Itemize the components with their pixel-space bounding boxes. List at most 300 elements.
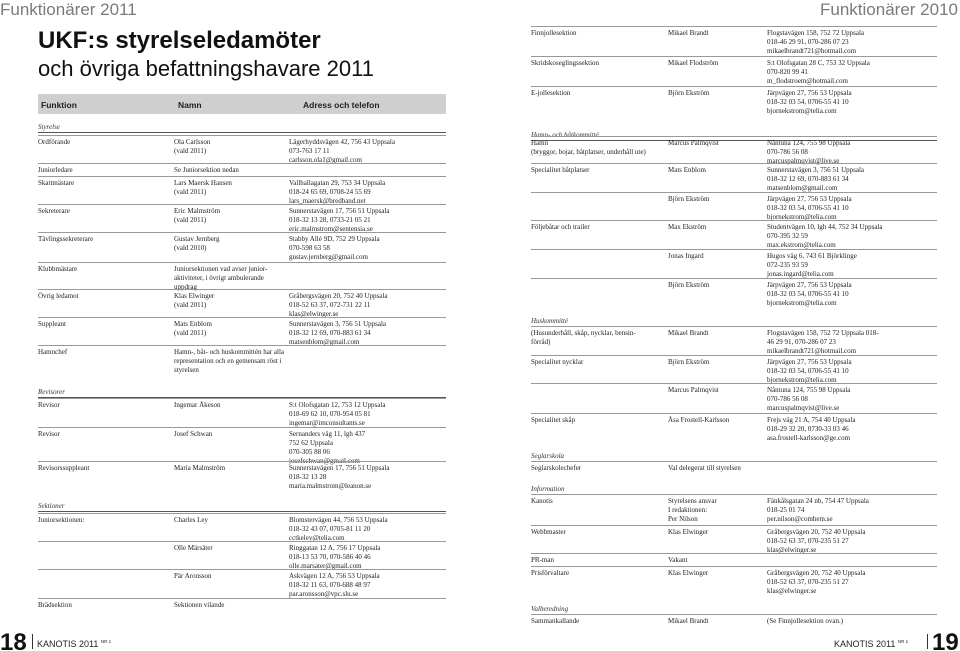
row-separator [38,569,446,570]
function-cell-line: Övrig ledamot [38,292,79,300]
name-cell [668,29,709,38]
address-cell-line: 018-46 29 91, 070-286 07 23 [767,38,849,46]
col-namn: Namn [178,100,202,110]
row-separator [531,494,937,495]
address-cell-line: S:t Olofsgatan 12, 753 12 Uppsala [289,401,386,409]
address-cell-line[interactable]: bjornekstrom@telia.com [767,107,837,115]
row-separator [531,383,937,384]
function-cell-line: Prisförvaltare [531,569,570,577]
name-cell-line: Björn Ekström [668,281,710,289]
function-cell [531,223,590,232]
address-cell-line: 018-32 13 28, 0733-21 05 21 [289,216,371,224]
name-cell [668,556,687,565]
function-cell-line: E-jollesektion [531,89,571,97]
address-cell-line[interactable]: per.nilson@comhem.se [767,515,833,523]
address-cell-line[interactable]: par.aronsson@vpc.slu.se [289,590,359,598]
function-cell [38,401,60,410]
address-cell [767,329,879,356]
name-cell [174,601,224,610]
function-cell-line: Brädsektion [38,601,72,609]
address-cell-line: Järpvägen 27, 756 53 Uppsala [767,281,852,289]
section-revisorer: Revisorer [38,388,446,398]
row-separator [531,413,937,414]
name-cell-line: Max Ekström [668,223,707,231]
name-cell-line: Styrelsens ansvar [668,497,717,505]
address-cell-line[interactable]: gustav.jernberg@gmail.com [289,253,368,261]
address-cell-line[interactable]: max.ekstrom@telia.com [767,241,836,249]
address-cell-line: 018-29 32 20, 0730-33 03 46 [767,425,849,433]
page-number-left: 18 [0,629,27,651]
name-cell-line: (vald 2011) [174,301,207,309]
name-cell-line: Klas Elwinger [174,292,215,300]
name-cell-line: Eric Malmström [174,207,221,215]
name-cell [668,386,719,395]
address-cell-line: Ringgatan 12 A, 756 17 Uppsala [289,544,381,552]
row-separator [531,525,937,526]
name-cell-line: Jonas Ingard [668,252,704,260]
footer-issue: NR 1 [897,639,909,644]
name-cell [174,320,212,338]
function-cell [38,292,79,301]
address-cell-line: Stabby Allé 9D, 752 29 Uppsala [289,235,380,243]
address-cell-line[interactable]: m_flodstroem@hotmail.com [767,77,848,85]
address-cell [289,320,386,347]
function-cell-line: Revisor [38,430,60,438]
name-cell-line: Klas Elwinger [668,528,709,536]
row-separator [531,553,937,554]
function-cell [531,166,590,175]
address-cell-line[interactable]: klas@elwinger.se [767,587,817,595]
address-cell [289,235,380,262]
address-cell-line[interactable]: marcuspalmqvist@live.se [767,157,840,165]
name-cell [174,179,232,197]
address-cell-line: Lägerhyddsvägen 42, 756 43 Uppsala [289,138,395,146]
function-cell-line: Hamnchef [38,348,68,356]
function-cell [531,139,646,157]
name-cell [174,207,220,225]
name-cell-line: Mikael Flodström [668,59,719,67]
name-cell [668,497,717,524]
function-cell [531,329,636,347]
name-cell-line: Josef Schwan [174,430,213,438]
row-separator [531,461,937,462]
function-cell [38,348,67,357]
row-separator [38,427,446,428]
name-cell-line: Juniorsektionen vad avser junior- [174,265,268,273]
address-cell-line[interactable]: jonas.ingard@telia.com [767,270,834,278]
page-number-right: 19 [932,629,959,651]
address-cell [767,416,855,443]
address-cell-line: S:t Olofsgatan 28 C, 753 32 Uppsala [767,59,870,67]
section-valberedning: Valberedning [531,605,937,615]
name-cell-line: Pär Aronsson [174,572,212,580]
name-cell-line: Charles Ley [174,516,209,524]
name-cell-line: (vald 2011) [174,188,207,196]
function-cell-line: Suppleant [38,320,66,328]
function-cell-line: Finnjollesektion [531,29,577,37]
name-cell [174,138,210,156]
function-cell [38,516,84,525]
address-cell-line: 070-395 32 59 [767,232,808,240]
address-cell-line: 018-52 63 37, 070-235 51 27 [767,578,849,586]
address-cell-line: Sunnerstavägen 3, 756 51 Uppsala [767,166,865,174]
address-cell-line: 018-32 03 54, 0706-55 41 10 [767,204,849,212]
row-separator [531,566,937,567]
address-cell [767,89,852,116]
function-cell [38,320,66,329]
row-separator [38,289,446,290]
address-cell-line: Askvägen 12 A, 756 53 Uppsala [289,572,380,580]
name-cell [174,430,212,439]
row-separator [38,204,446,205]
address-cell-line: 070-786 56 08 [767,148,808,156]
footer-magazine: KANOTIS 2011 [834,639,896,649]
name-cell-line: Lars Maersk Hansen [174,179,232,187]
page-title: UKF:s styrelseledamöter [38,27,321,54]
row-separator [38,513,446,514]
address-cell-line: 018-69 62 10, 070-954 05 81 [289,410,371,418]
address-cell-line: 073-763 17 11 [289,147,330,155]
footer-right [834,639,908,649]
function-cell [38,207,70,216]
function-cell-line: Juniorsektionen: [38,516,85,524]
name-cell-line: Gustav Jernberg [174,235,220,243]
footer-issue: NR 1 [100,639,112,644]
function-cell [38,179,74,188]
address-cell-line: 018-24 65 69, 0708-24 55 69 [289,188,371,196]
address-cell-line: Fänkålsgatan 24 nb, 754 47 Uppsala [767,497,869,505]
name-cell [668,223,706,232]
address-cell-line: Gråbergsvägen 20, 752 40 Uppsala [289,292,388,300]
function-cell [531,358,583,367]
address-cell-line[interactable]: matsenblom@gmail.com [767,184,838,192]
address-cell-line: 018-32 43 07, 0705-81 11 20 [289,525,371,533]
name-cell-line: Mats Enblom [174,320,212,328]
function-cell [531,556,554,565]
running-head-right: Funktionärer 2010 [820,0,958,19]
address-cell-line: 018-32 03 54, 0706-55 41 10 [767,290,849,298]
address-cell-line[interactable]: klas@elwinger.se [289,310,339,318]
page-subtitle: och övriga befattningshavare 2011 [38,56,374,81]
function-cell-line: Hamn [531,139,549,147]
name-cell-line: Björn Ekström [668,195,710,203]
address-cell-line: Järpvägen 27, 756 53 Uppsala [767,89,852,97]
function-cell-line: Juniorledare [38,166,73,174]
address-cell [289,401,385,428]
address-cell-line: 46 29 91, 070-286 07 23 [767,338,836,346]
address-cell-line: 018-52 63 37, 070-235 51 27 [767,537,849,545]
address-cell [767,195,852,222]
function-cell-line: (Husunderhåll, skåp, nycklar, bensin- [531,329,636,337]
address-cell-line[interactable]: josefschwan@gmail.com [289,457,360,465]
address-cell [767,281,852,308]
function-cell [38,464,89,473]
name-cell [174,265,267,292]
name-cell [668,139,719,148]
row-separator [531,614,937,615]
address-cell-line: Frejs väg 21 A, 754 40 Uppsala [767,416,856,424]
function-cell-line: Kanotis [531,497,553,505]
address-cell-line: 018-32 13 28 [289,473,327,481]
name-cell-line: Mikael Brandt [668,29,709,37]
address-cell-line[interactable]: olle.marsater@gmail.com [289,562,362,570]
address-cell-line[interactable]: mikaelbrandt721@hotmail.com [767,47,857,55]
address-cell-line[interactable]: carlsson.ola1@gmail.com [289,156,362,164]
function-cell-line: (bryggor, bojar, båtplatser, underhåll ute) [531,148,646,156]
address-cell [767,139,850,166]
address-cell-line: Vallhallagatan 29, 753 34 Uppsala [289,179,386,187]
address-cell [289,179,385,206]
name-cell-line: (vald 2011) [174,147,207,155]
address-cell-line: Flogstavägen 158, 752 72 Uppsala [767,29,865,37]
row-separator [531,136,937,137]
column-header-bar [38,94,446,114]
address-cell-line[interactable]: lars_maersk@bredband.net [289,197,366,205]
name-cell [668,416,729,425]
name-cell-line: uppdrag [174,283,197,291]
address-cell-line[interactable]: asa.frostell-karlsson@ge.com [767,434,851,442]
function-cell-line: Revisorssuppleant [38,464,90,472]
address-cell-line: Sunnerstavägen 17, 756 51 Uppsala [289,464,390,472]
address-cell-line[interactable]: ingemar@imconsultants.se [289,419,365,427]
name-cell-line: Klas Elwinger [668,569,709,577]
name-cell [668,281,709,290]
section-seglarskola: Seglarskola [531,452,937,462]
function-cell [531,464,581,473]
function-cell [531,59,599,68]
row-separator [38,176,446,177]
name-cell [668,166,706,175]
row-separator [531,26,937,27]
address-cell-line: 018-32 11 63, 070-688 48 97 [289,581,371,589]
row-separator [531,192,937,193]
name-cell [668,89,709,98]
name-cell [668,569,708,578]
name-cell [174,292,214,310]
name-cell-line: Mats Enblom [668,166,706,174]
name-cell [174,348,284,375]
address-cell [289,572,380,599]
address-cell-line: 752 62 Uppsala [289,439,333,447]
address-cell [289,207,390,234]
footer-left [37,639,111,649]
name-cell [174,401,220,410]
name-cell-line: Ola Carlsson [174,138,211,146]
name-cell [668,464,741,473]
function-cell [38,235,93,244]
row-separator [38,398,446,399]
address-cell-line[interactable]: eric.malmstrom@sentensia.se [289,225,373,233]
name-cell [174,235,220,253]
function-cell-line: Sekreterare [38,207,70,215]
row-separator [531,326,937,327]
address-cell-line: Sunnerstavägen 3, 756 51 Uppsala [289,320,387,328]
address-cell [289,544,380,571]
row-separator [531,220,937,221]
address-cell [767,166,864,193]
address-cell-line: 070-786 56 08 [767,395,808,403]
address-cell [767,569,865,596]
function-cell-line: Ordförande [38,138,71,146]
row-separator [531,163,937,164]
name-cell-line: Olle Märsäter [174,544,213,552]
row-separator [38,262,446,263]
name-cell [174,464,225,473]
address-cell-line: Studentvägen 10, lgh 44, 752 34 Uppsala [767,223,883,231]
name-cell-line: Val delegerat till styrelsen [668,464,741,472]
address-cell-line[interactable]: matsenblom@gmail.com [289,338,360,346]
address-cell-line: 070-820 99 41 [767,68,808,76]
address-cell-line: Hugos väg 6, 743 61 Björklinge [767,252,857,260]
address-cell-line: 018-25 01 74 [767,506,805,514]
row-separator [531,355,937,356]
footer-rule-right [927,634,928,649]
name-cell-line: Hamn-, båt- och huskommittén har alla [174,348,285,356]
name-cell [174,572,212,581]
address-cell [767,223,883,250]
row-separator [38,135,446,136]
row-separator [531,278,937,279]
address-cell-line[interactable]: maria.malmstrom@leanon.se [289,482,372,490]
row-separator [38,461,446,462]
name-cell [668,528,708,537]
name-cell [174,166,239,175]
name-cell [668,329,709,338]
address-cell-line: Nåntuna 124, 755 98 Uppsala [767,139,851,147]
address-cell [767,528,865,555]
address-cell-line: Sernanders väg 11, lgh 437 [289,430,366,438]
address-cell [767,252,857,279]
function-cell-line: Specialitet skåp [531,416,576,424]
address-cell-line[interactable]: bjornekstrom@telia.com [767,299,837,307]
name-cell-line: Björn Ekström [668,358,710,366]
name-cell [668,358,709,367]
address-cell-line[interactable]: bjornekstrom@telia.com [767,213,837,221]
section-information: Information [531,485,937,495]
name-cell [668,252,704,261]
function-cell [38,601,72,610]
name-cell [668,617,709,626]
function-cell-line: Tävlingssekreterare [38,235,94,243]
name-cell-line: styrelsen [174,366,199,374]
function-cell [38,265,77,274]
address-cell-line: 070-305 88 06 [289,448,330,456]
col-funktion: Funktion [41,100,77,110]
name-cell-line: (vald 2011) [174,329,207,337]
name-cell-line: Marcus Palmqvist [668,386,719,394]
address-cell [767,497,869,524]
address-cell [767,59,870,86]
row-separator [38,541,446,542]
name-cell-line: Maria Malmström [174,464,226,472]
row-separator [38,163,446,164]
address-cell-line: Gråbergsvägen 20, 752 40 Uppsala [767,528,866,536]
name-cell-line: aktiviteter, i övrigt ambulerande [174,274,264,282]
function-cell-line: Klubbmästare [38,265,78,273]
name-cell [668,59,718,68]
function-cell-line: PR-man [531,556,554,564]
address-cell-line: (Se Finnjollesektion ovan.) [767,617,844,625]
address-cell-line: 072-235 93 59 [767,261,808,269]
name-cell-line: Sektionen vilande [174,601,225,609]
name-cell-line: Åsa Frostell-Karlsson [668,416,730,424]
function-cell-line: Följebåtar och trailer [531,223,590,231]
section-hamn: Hamn- och båtkommitté [531,131,937,141]
name-cell-line: Marcus Palmqvist [668,139,719,147]
function-cell-line: Seglarskolechefer [531,464,582,472]
name-cell-line: I redaktionen: [668,506,708,514]
address-cell-line: 018-32 03 54, 0706-55 41 10 [767,98,849,106]
address-cell [289,292,387,319]
function-cell [38,138,70,147]
address-cell [767,386,850,413]
name-cell-line: Vakant [668,556,688,564]
address-cell-line: Gråbergsvägen 20, 752 40 Uppsala [767,569,866,577]
address-cell-line: 018-32 12 69, 070-883 61 34 [289,329,371,337]
function-cell [38,430,60,439]
name-cell-line: Björn Ekström [668,89,710,97]
function-cell [531,29,577,38]
row-separator [531,249,937,250]
name-cell-line: Se Juniorsektion nedan [174,166,239,174]
address-cell-line[interactable]: klas@elwinger.se [767,546,817,554]
col-adress: Adress och telefon [303,100,380,110]
address-cell-line: Järpvägen 27, 756 53 Uppsala [767,195,852,203]
address-cell [289,516,388,543]
address-cell-line: Blomstervägen 44, 756 53 Uppsala [289,516,388,524]
row-separator [38,598,446,599]
address-cell [767,617,843,626]
name-cell-line: (vald 2010) [174,244,207,252]
address-cell-line: Järpvägen 27, 756 53 Uppsala [767,358,852,366]
function-cell-line: Specialitet båtplatser [531,166,590,174]
footer-magazine: KANOTIS 2011 [37,639,99,649]
function-cell-line: Skattmästare [38,179,75,187]
address-cell-line: 018-52 63 37, 072-731 22 11 [289,301,371,309]
address-cell-line[interactable]: marcuspalmqvist@live.se [767,404,840,412]
address-cell-line: 018-13 53 70, 070-586 40 46 [289,553,371,561]
name-cell-line: (vald 2011) [174,216,207,224]
address-cell-line[interactable]: mikaelbrandt721@hotmail.com [767,347,857,355]
function-cell-line: Skridskoseglingssektion [531,59,600,67]
row-separator [531,56,937,57]
address-cell-line[interactable]: cctkeley@telia.com [289,534,345,542]
row-separator [531,86,937,87]
row-separator [38,345,446,346]
section-hus: Huskommitté [531,317,937,327]
address-cell [767,29,864,56]
section-sektioner: Sektioner [38,502,446,512]
function-cell [531,528,566,537]
address-cell-line[interactable]: bjornekstrom@telia.com [767,376,837,384]
name-cell [174,516,208,525]
function-cell [531,497,553,506]
function-cell [531,569,569,578]
name-cell-line: Per Nilson [668,515,698,523]
function-cell [531,89,570,98]
address-cell [289,138,395,165]
function-cell-line: Webbmaster [531,528,566,536]
function-cell [531,617,579,626]
running-head-left: Funktionärer 2011 [0,0,137,19]
address-cell [767,358,852,385]
name-cell-line: Mikael Brandt [668,329,709,337]
function-cell-line: Specialitet nycklar [531,358,584,366]
name-cell [174,544,213,553]
address-cell-line: 018-32 12 69, 070-883 61 34 [767,175,849,183]
row-separator [38,232,446,233]
name-cell-line: Mikael Brandt [668,617,709,625]
